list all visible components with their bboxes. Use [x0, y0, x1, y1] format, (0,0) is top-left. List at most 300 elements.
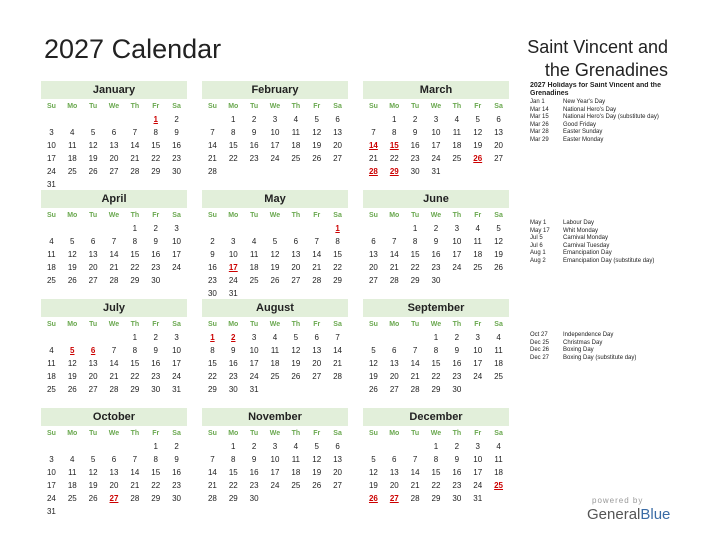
day-cell: 2 — [153, 224, 158, 233]
day-cell: 20 — [291, 263, 301, 272]
weekday-label: Fr — [474, 212, 482, 219]
day-cell: 24 — [172, 372, 182, 381]
day-cell: 11 — [68, 468, 77, 477]
country-name — [510, 36, 668, 82]
day-cell: 26 — [67, 276, 77, 285]
day-cell: 2 — [174, 442, 179, 451]
day-cell: 30 — [207, 289, 217, 298]
holiday-day: 14 — [368, 141, 378, 150]
day-cell: 1 — [231, 115, 236, 124]
day-cell: 4 — [496, 333, 501, 342]
day-cell: 28 — [207, 167, 217, 176]
day-cell: 2 — [433, 224, 439, 233]
day-cell: 7 — [335, 333, 340, 342]
day-cell: 23 — [172, 481, 182, 490]
day-cell: 21 — [207, 154, 217, 163]
holiday-item — [530, 122, 680, 130]
day-cell: 2 — [251, 442, 257, 451]
day-cell: 9 — [153, 237, 158, 246]
day-cell: 10 — [473, 346, 483, 355]
day-cell: 20 — [368, 263, 378, 272]
empty-day — [41, 331, 62, 344]
day-cell: 24 — [270, 154, 280, 163]
day-cell: 25 — [46, 385, 56, 394]
empty-day — [41, 113, 62, 126]
day-cell: 26 — [494, 263, 504, 272]
day-cell: 22 — [228, 154, 238, 163]
day-cell: 28 — [109, 276, 119, 285]
weekday-label: Sa — [494, 430, 503, 437]
day-cell: 30 — [151, 276, 161, 285]
day-cell: 3 — [454, 224, 460, 233]
month-days-grid — [363, 208, 509, 287]
day-cell: 12 — [312, 128, 322, 137]
day-cell: 7 — [371, 128, 376, 137]
weekday-label: We — [108, 430, 120, 437]
weekday-label: Tu — [250, 103, 259, 110]
month-name: May — [202, 190, 348, 208]
holiday-item — [530, 129, 680, 137]
holiday-item — [530, 220, 680, 228]
day-cell: 28 — [410, 385, 420, 394]
weekday-label: Su — [207, 212, 217, 219]
day-cell: 10 — [46, 468, 56, 477]
weekday-label: Su — [46, 212, 56, 219]
day-cell: 20 — [389, 372, 399, 381]
day-cell: 11 — [291, 128, 300, 137]
holiday-date: May 1 — [530, 220, 547, 226]
day-cell: 1 — [231, 442, 236, 451]
holiday-name: New Year's Day — [563, 99, 606, 105]
day-cell: 30 — [151, 385, 161, 394]
day-cell: 20 — [109, 154, 119, 163]
day-cell: 6 — [392, 455, 397, 464]
weekday-label: Mo — [389, 430, 400, 437]
weekday-label: Sa — [494, 321, 503, 328]
day-cell: 4 — [475, 224, 480, 233]
holiday-item — [530, 137, 680, 145]
day-cell: 30 — [452, 385, 462, 394]
day-cell: 3 — [231, 237, 236, 246]
empty-day — [104, 440, 125, 453]
weekday-label: Fr — [313, 430, 321, 437]
day-cell: 3 — [475, 442, 480, 451]
weekday-label: Fr — [313, 321, 321, 328]
day-cell: 30 — [249, 494, 259, 503]
powered-by: powered by — [592, 496, 644, 505]
holiday-day: 17 — [228, 263, 238, 272]
weekday-label: Th — [452, 212, 462, 219]
day-cell: 21 — [130, 481, 140, 490]
day-cell: 23 — [249, 481, 259, 490]
day-cell: 30 — [431, 276, 441, 285]
day-cell: 18 — [67, 154, 77, 163]
weekday-label: Sa — [333, 103, 342, 110]
weekday-label: Mo — [67, 430, 78, 437]
holiday-day: 5 — [70, 346, 75, 355]
day-cell: 6 — [335, 442, 340, 451]
empty-day — [363, 440, 384, 453]
weekday-label: We — [108, 103, 120, 110]
day-cell: 27 — [368, 276, 378, 285]
weekday-label: Th — [130, 212, 140, 219]
day-cell: 5 — [272, 237, 278, 246]
holiday-name: Carnival Tuesday — [563, 242, 610, 249]
day-cell: 24 — [473, 481, 483, 490]
weekday-label: Su — [207, 430, 217, 437]
day-cell: 2 — [454, 333, 460, 342]
day-cell: 9 — [231, 346, 236, 355]
day-cell: 23 — [452, 481, 462, 490]
weekday-label: Sa — [172, 212, 181, 219]
weekday-label: Fr — [474, 321, 482, 328]
day-cell: 14 — [410, 468, 420, 477]
day-cell: 13 — [312, 346, 322, 355]
day-cell: 15 — [410, 250, 420, 259]
empty-day — [83, 113, 104, 126]
page-title: 2027 Calendar — [44, 34, 222, 64]
day-cell: 27 — [333, 481, 343, 490]
holiday-name: Easter Monday — [563, 136, 604, 143]
weekday-label: Th — [130, 430, 140, 437]
day-cell: 8 — [231, 455, 236, 464]
day-cell: 25 — [291, 154, 301, 163]
day-cell: 4 — [251, 237, 257, 246]
holiday-name: Emancipation Day — [563, 250, 612, 256]
day-cell: 25 — [46, 276, 56, 285]
country-line-2: the Grenadines — [544, 60, 668, 80]
weekday-label: Sa — [172, 321, 181, 328]
day-cell: 15 — [207, 359, 217, 368]
day-cell: 6 — [293, 237, 299, 246]
day-cell: 10 — [270, 128, 280, 137]
day-cell: 19 — [494, 250, 504, 259]
holiday-day: 29 — [389, 167, 399, 176]
day-cell: 17 — [473, 359, 483, 368]
day-cell: 18 — [249, 263, 259, 272]
day-cell: 1 — [433, 442, 439, 451]
day-cell: 12 — [67, 250, 77, 259]
day-cell: 11 — [270, 346, 280, 355]
day-cell: 25 — [494, 372, 504, 381]
day-cell: 14 — [410, 359, 420, 368]
day-cell: 14 — [109, 359, 119, 368]
month-name: July — [41, 299, 187, 317]
day-cell: 19 — [88, 481, 98, 490]
day-cell: 18 — [494, 468, 504, 477]
day-cell: 5 — [90, 128, 96, 137]
day-cell: 4 — [293, 115, 299, 124]
day-cell: 5 — [70, 237, 75, 246]
day-cell: 8 — [132, 346, 138, 355]
day-cell: 19 — [312, 141, 322, 150]
day-cell: 8 — [433, 346, 439, 355]
weekday-label: Th — [130, 103, 140, 110]
day-cell: 23 — [410, 154, 420, 163]
empty-day — [405, 331, 426, 344]
country-line-1: Saint Vincent and — [527, 37, 668, 57]
day-cell: 2 — [454, 442, 460, 451]
day-cell: 12 — [88, 468, 98, 477]
day-cell: 19 — [67, 263, 77, 272]
holiday-day: 26 — [368, 494, 378, 503]
day-cell: 19 — [291, 359, 301, 368]
month-block — [363, 299, 509, 396]
day-cell: 27 — [109, 167, 119, 176]
holiday-item — [530, 250, 680, 258]
day-cell: 28 — [130, 494, 140, 503]
day-cell: 26 — [88, 494, 98, 503]
weekday-label: Fr — [152, 212, 160, 219]
day-cell: 1 — [433, 333, 439, 342]
empty-day — [62, 222, 83, 235]
day-cell: 10 — [172, 237, 182, 246]
day-cell: 18 — [291, 141, 301, 150]
holiday-date: Oct 27 — [530, 332, 548, 338]
day-cell: 17 — [46, 481, 56, 490]
empty-day — [384, 440, 405, 453]
weekday-label: Fr — [152, 430, 160, 437]
day-cell: 22 — [130, 263, 140, 272]
holiday-name: Easter Sunday — [563, 129, 603, 135]
weekday-label: Fr — [474, 103, 482, 110]
day-cell: 2 — [153, 333, 158, 342]
weekday-label: Tu — [411, 321, 420, 328]
day-cell: 31 — [228, 289, 238, 298]
day-cell: 15 — [130, 359, 140, 368]
day-cell: 20 — [333, 141, 343, 150]
empty-day — [202, 113, 223, 126]
month-name: October — [41, 408, 187, 426]
day-cell: 22 — [431, 372, 441, 381]
holiday-name: Labour Day — [563, 220, 595, 226]
day-cell: 16 — [172, 141, 182, 150]
day-cell: 28 — [207, 494, 217, 503]
day-cell: 8 — [210, 346, 215, 355]
day-cell: 3 — [251, 333, 257, 342]
day-cell: 18 — [67, 481, 77, 490]
day-cell: 10 — [452, 237, 462, 246]
day-cell: 23 — [207, 276, 217, 285]
day-cell: 18 — [46, 372, 56, 381]
day-cell: 9 — [251, 455, 257, 464]
day-cell: 26 — [291, 372, 301, 381]
day-cell: 12 — [270, 250, 280, 259]
holiday-date: Jul 5 — [530, 235, 543, 241]
day-cell: 19 — [368, 481, 378, 490]
day-cell: 26 — [88, 167, 98, 176]
day-cell: 8 — [433, 455, 439, 464]
holiday-day: 26 — [473, 154, 483, 163]
weekday-label: Mo — [389, 321, 400, 328]
empty-day — [405, 440, 426, 453]
day-cell: 3 — [174, 224, 179, 233]
day-cell: 27 — [494, 154, 504, 163]
weekday-label: Su — [46, 321, 56, 328]
weekday-label: Tu — [250, 321, 259, 328]
holiday-name: Carnival Monday — [563, 235, 609, 241]
day-cell: 27 — [333, 154, 343, 163]
day-cell: 8 — [335, 237, 340, 246]
day-cell: 7 — [210, 455, 215, 464]
holiday-name: Boxing Day (substitute day) — [563, 354, 637, 361]
day-cell: 31 — [46, 507, 56, 516]
empty-day — [41, 440, 62, 453]
day-cell: 24 — [452, 263, 462, 272]
day-cell: 28 — [333, 372, 343, 381]
day-cell: 23 — [249, 154, 259, 163]
day-cell: 26 — [312, 154, 322, 163]
day-cell: 15 — [333, 250, 343, 259]
month-days-grid — [41, 317, 187, 396]
day-cell: 5 — [475, 115, 480, 124]
day-cell: 12 — [291, 346, 301, 355]
month-days-grid — [363, 426, 509, 505]
month-block — [363, 81, 509, 178]
weekday-label: Fr — [313, 103, 321, 110]
day-cell: 22 — [207, 372, 217, 381]
day-cell: 27 — [291, 276, 301, 285]
day-cell: 7 — [210, 128, 215, 137]
day-cell: 3 — [272, 115, 278, 124]
holiday-date: Jan 1 — [530, 99, 545, 105]
day-cell: 4 — [49, 346, 54, 355]
month-block — [41, 81, 187, 191]
day-cell: 21 — [130, 154, 140, 163]
day-cell: 4 — [70, 128, 75, 137]
day-cell: 6 — [335, 115, 340, 124]
weekday-label: Sa — [333, 430, 342, 437]
day-cell: 4 — [454, 115, 460, 124]
day-cell: 21 — [368, 154, 378, 163]
holiday-date: Jul 6 — [530, 242, 543, 249]
holiday-date: Mar 14 — [530, 106, 549, 113]
day-cell: 16 — [452, 359, 462, 368]
day-cell: 15 — [130, 250, 140, 259]
day-cell: 8 — [392, 128, 397, 137]
empty-day — [363, 331, 384, 344]
day-cell: 24 — [431, 154, 441, 163]
day-cell: 12 — [67, 359, 77, 368]
brand-logo[interactable] — [587, 506, 670, 523]
day-cell: 8 — [412, 237, 418, 246]
month-block — [363, 408, 509, 505]
day-cell: 19 — [67, 372, 77, 381]
day-cell: 22 — [130, 372, 140, 381]
day-cell: 16 — [151, 359, 161, 368]
day-cell: 16 — [207, 263, 217, 272]
day-cell: 22 — [228, 481, 238, 490]
weekday-label: Th — [291, 321, 301, 328]
day-cell: 18 — [494, 359, 504, 368]
weekday-label: Mo — [228, 103, 239, 110]
weekday-label: Tu — [250, 212, 259, 219]
holiday-item — [530, 355, 680, 363]
month-name: April — [41, 190, 187, 208]
holiday-date: Mar 28 — [530, 129, 549, 135]
empty-day — [202, 440, 223, 453]
day-cell: 11 — [494, 455, 503, 464]
day-cell: 21 — [389, 263, 399, 272]
day-cell: 30 — [228, 385, 238, 394]
day-cell: 30 — [172, 167, 182, 176]
empty-day — [62, 440, 83, 453]
day-cell: 14 — [389, 250, 399, 259]
day-cell: 20 — [312, 359, 322, 368]
day-cell: 12 — [312, 455, 322, 464]
brand-part-1: General — [587, 506, 641, 523]
day-cell: 12 — [494, 237, 504, 246]
day-cell: 14 — [207, 141, 217, 150]
day-cell: 20 — [389, 481, 399, 490]
weekday-label: We — [269, 212, 281, 219]
day-cell: 31 — [249, 385, 259, 394]
day-cell: 6 — [111, 128, 117, 137]
day-cell: 26 — [368, 385, 378, 394]
day-cell: 17 — [172, 250, 182, 259]
empty-day — [104, 113, 125, 126]
weekday-label: We — [108, 212, 120, 219]
day-cell: 29 — [151, 494, 161, 503]
day-cell: 15 — [431, 359, 441, 368]
day-cell: 4 — [293, 442, 299, 451]
day-cell: 25 — [291, 481, 301, 490]
day-cell: 26 — [312, 481, 322, 490]
day-cell: 3 — [49, 455, 54, 464]
day-cell: 7 — [111, 346, 117, 355]
day-cell: 17 — [452, 250, 462, 259]
day-cell: 14 — [207, 468, 217, 477]
day-cell: 20 — [333, 468, 343, 477]
month-days-grid — [41, 99, 187, 191]
weekday-label: Mo — [67, 103, 78, 110]
month-block — [202, 190, 348, 300]
holiday-name: Whit Monday — [563, 227, 599, 234]
day-cell: 25 — [249, 276, 259, 285]
day-cell: 11 — [291, 455, 300, 464]
weekday-label: Fr — [474, 430, 482, 437]
day-cell: 11 — [47, 359, 56, 368]
day-cell: 9 — [454, 346, 460, 355]
day-cell: 29 — [151, 167, 161, 176]
day-cell: 11 — [473, 237, 482, 246]
holiday-date: Aug 2 — [530, 257, 546, 264]
day-cell: 19 — [473, 141, 483, 150]
day-cell: 26 — [67, 385, 77, 394]
month-block — [41, 299, 187, 396]
day-cell: 13 — [494, 128, 504, 137]
weekday-label: Th — [452, 103, 462, 110]
holiday-item — [530, 243, 680, 251]
empty-day — [104, 222, 125, 235]
day-cell: 21 — [312, 263, 322, 272]
day-cell: 5 — [314, 115, 319, 124]
day-cell: 27 — [88, 276, 98, 285]
day-cell: 23 — [452, 372, 462, 381]
day-cell: 9 — [251, 128, 257, 137]
holiday-name: Good Friday — [563, 121, 597, 128]
holiday-date: Mar 15 — [530, 114, 549, 120]
month-name: December — [363, 408, 509, 426]
day-cell: 25 — [473, 263, 483, 272]
day-cell: 30 — [172, 494, 182, 503]
holiday-date: Aug 1 — [530, 250, 546, 256]
day-cell: 29 — [333, 276, 343, 285]
holiday-list — [530, 220, 680, 265]
day-cell: 4 — [49, 237, 54, 246]
day-cell: 24 — [172, 263, 182, 272]
holiday-name: National Hero's Day (substitute day) — [563, 114, 659, 120]
